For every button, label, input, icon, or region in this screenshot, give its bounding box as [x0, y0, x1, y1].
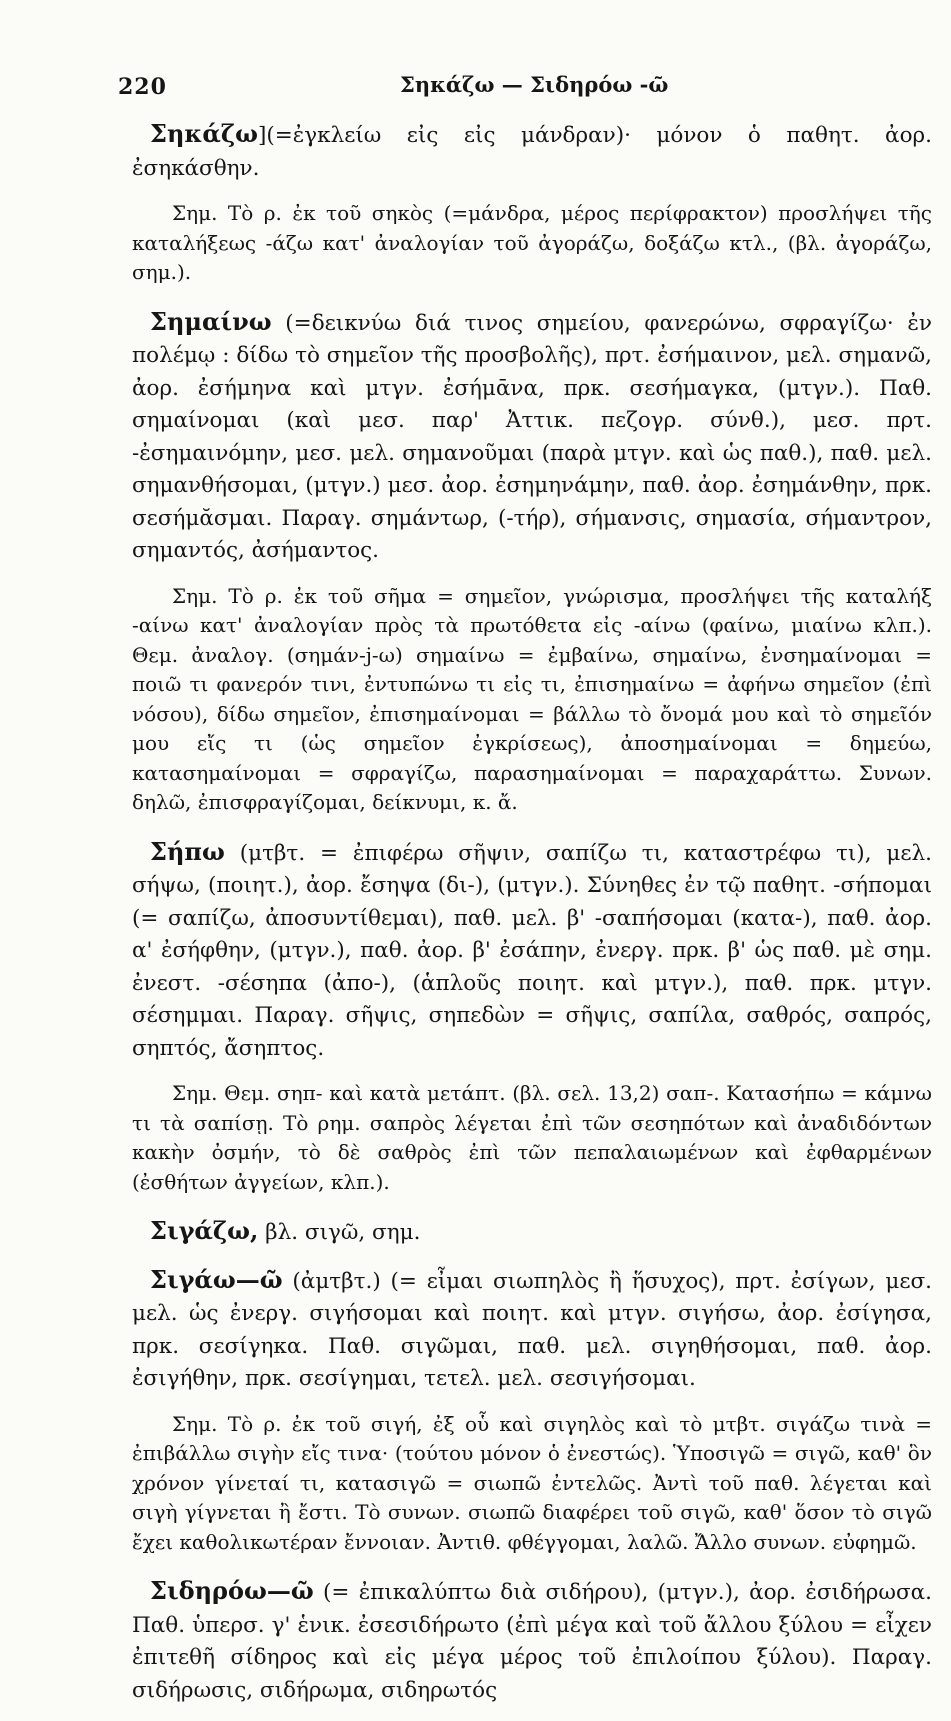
- entry-headword: Σήπω: [150, 836, 225, 866]
- entry-note: Σημ. Τὸ ρ. ἐκ τοῦ σιγή, ἐξ οὗ καὶ σιγηλὸς καὶ τὸ μτβτ. σιγάζω τινὰ = ἐπιβάλλω σιγὴν εἴς τινα· (τούτου μόνον ὁ ἐνεστώς). Ὑποσιγῶ = σιγῶ, καθ' ὃν χρόνον γίνεταί τι, κατασιγῶ = σιωπῶ ἐντελῶς. Ἀντὶ τοῦ παθ. λέγεται καὶ σιγὴ γίγνεται ἢ ἔστι. Τὸ συνων. σιωπῶ διαφέρει τοῦ σιγῶ, καθ' ὅσον τὸ σιγῶ ἔχει καθολικωτέραν ἔννοιαν. Ἀντιθ. φθέγγομαι, λαλῶ. Ἄλλο συνων. εὐφημῶ.: [132, 1411, 932, 1554]
- entry-note: Σημ. Τὸ ρ. ἐκ τοῦ σηκὸς (=μάνδρα, μέρος περίφρακτον) προσλήψει τῆς καταλήξεως -άζω κατ' ἀναλογίαν τοῦ ἀγοράζω, δοξάζω κτλ., (βλ. ἀγοράζω, σημ.).: [132, 201, 932, 284]
- dictionary-entry: [132, 1215, 932, 1250]
- entry-note: Σημ. Θεμ. σηπ- καὶ κατὰ μετάπτ. (βλ. σελ. 13,2) σαπ-. Κατασήπω = κάμνω τι τὰ σαπίσῃ. Τὸ ρημ. σαπρὸς λέγεται ἐπὶ τῶν σεσηπότων καὶ ἀναδιδόντων κακὴν ὀσμήν, τὸ δὲ σαθρὸς ἐπὶ τῶν πεπαλαιωμένων καὶ ἐφθαρμένων (ἐσθήτων ἀγγείων, κλπ.).: [132, 1081, 932, 1194]
- entry-definition: ](=ἐγκλείω εἰς εἰς μάνδραν)· μόνον ὁ παθητ. ἀορ. ἐσηκάσθην.: [132, 123, 932, 181]
- dictionary-entry: [132, 836, 932, 1066]
- entry-definition: (=δεικνύω διά τινος σημείου, φανερώνω, σφραγίζω· ἐν πολέμῳ : δίδω τὸ σημεῖον τῆς προσβολῆς), πρτ. ἐσήμαινον, μελ. σημανῶ, ἀορ. ἐσήμηνα καὶ μτγν. ἐσήμᾱνα, πρκ. σεσήμαγκα, (μτγν.). Παθ. σημαίνομαι (καὶ μεσ. παρ' Ἀττικ. πεζογρ. σύνθ.), μεσ. πρτ. -ἐσημαινόμην, μεσ. μελ. σημανοῦμαι (παρὰ μτγν. καὶ ὡς παθ.), παθ. μελ. σημανθήσομαι, (μτγν.) μεσ. ἀορ. ἐσημηνάμην, παθ. ἀορ. ἐσημάνθην, πρκ. σεσήμᾰσμαι. Παραγ. σημάντωρ, (-τήρ), σήμανσις, σημασία, σήμαντρον, σημαντός, ἀσήμαντος.: [132, 310, 932, 563]
- entry-definition: (μτβτ. = ἐπιφέρω σῆψιν, σαπίζω τι, καταστρέφω τι), μελ. σήψω, (ποιητ.), ἀορ. ἔσηψα (δι-), (μτγν.). Σύνηθες ἐν τῷ παθητ. -σήπομαι (= σαπίζω, ἀποσυντίθεμαι), παθ. μελ. β' -σαπήσομαι (κατα-), παθ. ἀορ. α' ἐσήφθην, (μτγν.), παθ. ἀορ. β' ἐσάπην, ἐνεργ. πρκ. β' ὡς παθ. μὲ σημ. ἐνεστ. -σέσηπα (ἀπο-), (ἁπλοῦς ποιητ. καὶ μτγν.), παθ. πρκ. μτγν. σέσημμαι. Παραγ. σῆψις, σηπεδὼν = σῆψις, σαπίλα, σαθρός, σαπρός, σηπτός, ἄσηπτος.: [132, 840, 932, 1061]
- entry-note: Σημ. Τὸ ρ. ἐκ τοῦ σῆμα = σημεῖον, γνώρισμα, προσλήψει τῆς καταλήξ -αίνω κατ' ἀναλογίαν πρὸς τὰ πρωτόθετα εἰς -αίνω (φαίνω, μιαίνω κλπ.). Θεμ. ἀναλογ. (σημάν-j-ω) σημαίνω = ἐμβαίνω, σημαίνω, ἐνσημαίνομαι = ποιῶ τι φανερόν τινι, ἐντυπώνω τι εἰς τι, ἐπισημαίνω = ἀφήνω σημεῖον (ἐπὶ νόσου), δίδω σημεῖον, ἐπισημαίνομαι = βάλλω τὸ ὄνομά μου καὶ τὸ σημεῖόν μου εἴς τι (ὡς σημεῖον ἐγκρίσεως), ἀποσημαίνομαι = δημεύω, κατασημαίνομαι = σφραγίζω, παρασημαίνομαι = παραχαράττω. Συνων. δηλῶ, ἐπισφραγίζομαι, δείκνυμι, κ. ἄ.: [132, 583, 932, 814]
- dictionary-entry: [132, 1264, 932, 1396]
- page-content: [132, 118, 932, 1721]
- entry-headword: Σηκάζω: [150, 119, 258, 148]
- entry-definition: (= ἐπικαλύπτω διὰ σιδήρου), (μτγν.), ἀορ. ἐσιδήρωσα. Παθ. ὑπερσ. γ' ἑνικ. ἐσεσιδήρωτο (ἐπὶ μέγα καὶ τοῦ ἄλλου ξύλου = εἶχεν ἐπιτεθῆ σίδηρος καὶ εἰς μέγα μέρος τοῦ ἐπιλοίπου ξύλου). Παραγ. σιδήρωσις, σιδήρωμα, σιδηρωτός: [132, 1580, 932, 1703]
- entry-headword: Σιγάω—ῶ: [150, 1264, 283, 1294]
- running-head: Σηκάζω — Σιδηρόω -ῶ: [400, 72, 669, 97]
- page-number: 220: [118, 74, 167, 100]
- entry-headword: Σημαίνω: [150, 306, 272, 336]
- entry-definition: (ἀμτβτ.) (= εἶμαι σιωπηλὸς ἢ ἥσυχος), πρτ. ἐσίγων, μεσ. μελ. ὡς ἐνεργ. σιγήσομαι καὶ ποιητ. καὶ μτγν. σιγήσω, ἀορ. ἐσίγησα, πρκ. σεσίγηκα. Παθ. σιγῶμαι, παθ. μελ. σιγηθήσομαι, παθ. ἀορ. ἐσιγήθην, πρκ. σεσίγημαι, τετελ. μελ. σεσιγήσομαι.: [132, 1268, 932, 1391]
- dictionary-entry: [132, 306, 932, 568]
- entry-headword: Σιδηρόω—ῶ: [150, 1576, 314, 1605]
- entry-definition: βλ. σιγῶ, σημ.: [265, 1220, 421, 1245]
- dictionary-entry: [132, 1575, 932, 1707]
- page-header: [0, 62, 951, 102]
- dictionary-entry: [132, 118, 932, 185]
- entry-headword: Σιγάζω,: [150, 1216, 259, 1245]
